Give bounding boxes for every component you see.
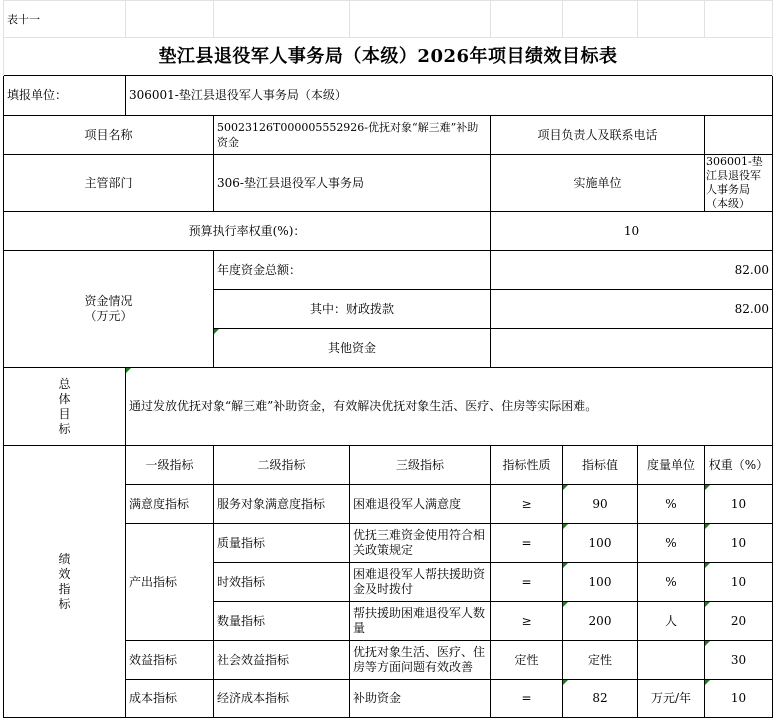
- overall-goal-label: [4, 368, 126, 446]
- cell-l2: 经济成本指标: [214, 680, 350, 718]
- funds-label-line2: （万元）: [84, 309, 133, 323]
- cell-unit: %: [638, 524, 705, 563]
- cell-weight: 30: [705, 641, 773, 680]
- cell-l1: 产出指标: [126, 524, 214, 641]
- cell-value: 定性: [563, 641, 638, 680]
- cell-l2: 质量指标: [214, 524, 350, 563]
- cell-value: 200: [563, 602, 638, 641]
- project-owner-label: 项目负责人及联系电话: [491, 116, 705, 155]
- header-weight: 权重（%）: [705, 446, 773, 485]
- cell-l2: 数量指标: [214, 602, 350, 641]
- overall-goal-text: 通过发放优抚对象“解三难”补助资金，有效解决优抚对象生活、医疗、住房等实际困难。: [126, 368, 773, 446]
- impl-unit-label: 实施单位: [491, 155, 705, 212]
- cell-unit: %: [638, 563, 705, 602]
- annual-total-value: 82.00: [491, 251, 773, 290]
- filing-unit-value: 306001-垫江县退役军人事务局（本级）: [126, 76, 773, 116]
- cell-l3: 补助资金: [350, 680, 491, 718]
- header-l2: 二级指标: [214, 446, 350, 485]
- cell-l3: 优抚三难资金使用符合相关政策规定: [350, 524, 491, 563]
- ind-char: 绩: [58, 551, 71, 566]
- ind-char: 效: [58, 566, 71, 581]
- sheet-label: 表十一: [4, 1, 126, 38]
- project-owner-value: [705, 116, 773, 155]
- cell-nature: ≥: [491, 485, 563, 524]
- budget-weight-label: 预算执行率权重(%)：: [4, 212, 491, 251]
- other-funds-label: 其他资金: [214, 329, 491, 368]
- goal-char: 总: [58, 376, 71, 391]
- cell-l2: 服务对象满意度指标: [214, 485, 350, 524]
- impl-unit-value: 306001-垫江县退役军人事务局（本级）: [705, 155, 773, 212]
- performance-target-table: [3, 0, 773, 718]
- project-name-label: 项目名称: [4, 116, 214, 155]
- cell-unit: %: [638, 485, 705, 524]
- cell-l3: 帮扶援助困难退役军人数量: [350, 602, 491, 641]
- cell-l1: 成本指标: [126, 680, 214, 718]
- cell-unit: 万元/年: [638, 680, 705, 718]
- ind-char: 指: [58, 581, 71, 596]
- cell-value: 100: [563, 563, 638, 602]
- goal-char: 体: [58, 391, 71, 406]
- cell-l3: 困难退役军人满意度: [350, 485, 491, 524]
- cell-weight: 20: [705, 602, 773, 641]
- filing-unit-label: 填报单位：: [4, 76, 126, 116]
- dept-value: 306-垫江县退役军人事务局: [214, 155, 491, 212]
- fiscal-label: 其中：财政拨款: [214, 290, 491, 329]
- header-unit: 度量单位: [638, 446, 705, 485]
- funds-label-line1: 资金情况: [84, 294, 133, 308]
- ind-char: 标: [58, 596, 71, 611]
- cell-weight: 10: [705, 485, 773, 524]
- cell-weight: 10: [705, 563, 773, 602]
- cell-l2: 社会效益指标: [214, 641, 350, 680]
- cell-l1: 效益指标: [126, 641, 214, 680]
- cell-weight: 10: [705, 524, 773, 563]
- other-funds-value: [491, 329, 773, 368]
- cell-nature: =: [491, 680, 563, 718]
- cell-weight: 10: [705, 680, 773, 718]
- cell-value: 90: [563, 485, 638, 524]
- cell-value: 82: [563, 680, 638, 718]
- cell-l2: 时效指标: [214, 563, 350, 602]
- header-value: 指标值: [563, 446, 638, 485]
- project-name-value: 50023126T000005552926-优抚对象“解三难”补助资金: [214, 116, 491, 155]
- budget-weight-value: 10: [491, 212, 773, 251]
- header-l1: 一级指标: [126, 446, 214, 485]
- cell-unit: [638, 641, 705, 680]
- cell-nature: =: [491, 524, 563, 563]
- cell-nature: =: [491, 563, 563, 602]
- header-nature: 指标性质: [491, 446, 563, 485]
- page-title: 垫江县退役军人事务局（本级）2026年项目绩效目标表: [4, 38, 773, 76]
- goal-char: 标: [58, 421, 71, 436]
- funds-label: [4, 251, 214, 368]
- fiscal-value: 82.00: [491, 290, 773, 329]
- cell-l1: 满意度指标: [126, 485, 214, 524]
- dept-label: 主管部门: [4, 155, 214, 212]
- goal-char: 目: [58, 406, 71, 421]
- cell-nature: 定性: [491, 641, 563, 680]
- cell-l3: 困难退役军人帮扶援助资金及时拨付: [350, 563, 491, 602]
- annual-total-label: 年度资金总额：: [214, 251, 491, 290]
- cell-l3: 优抚对象生活、医疗、住房等方面问题有效改善: [350, 641, 491, 680]
- indicators-label: [4, 446, 126, 718]
- cell-nature: ≥: [491, 602, 563, 641]
- cell-unit: 人: [638, 602, 705, 641]
- header-l3: 三级指标: [350, 446, 491, 485]
- cell-value: 100: [563, 524, 638, 563]
